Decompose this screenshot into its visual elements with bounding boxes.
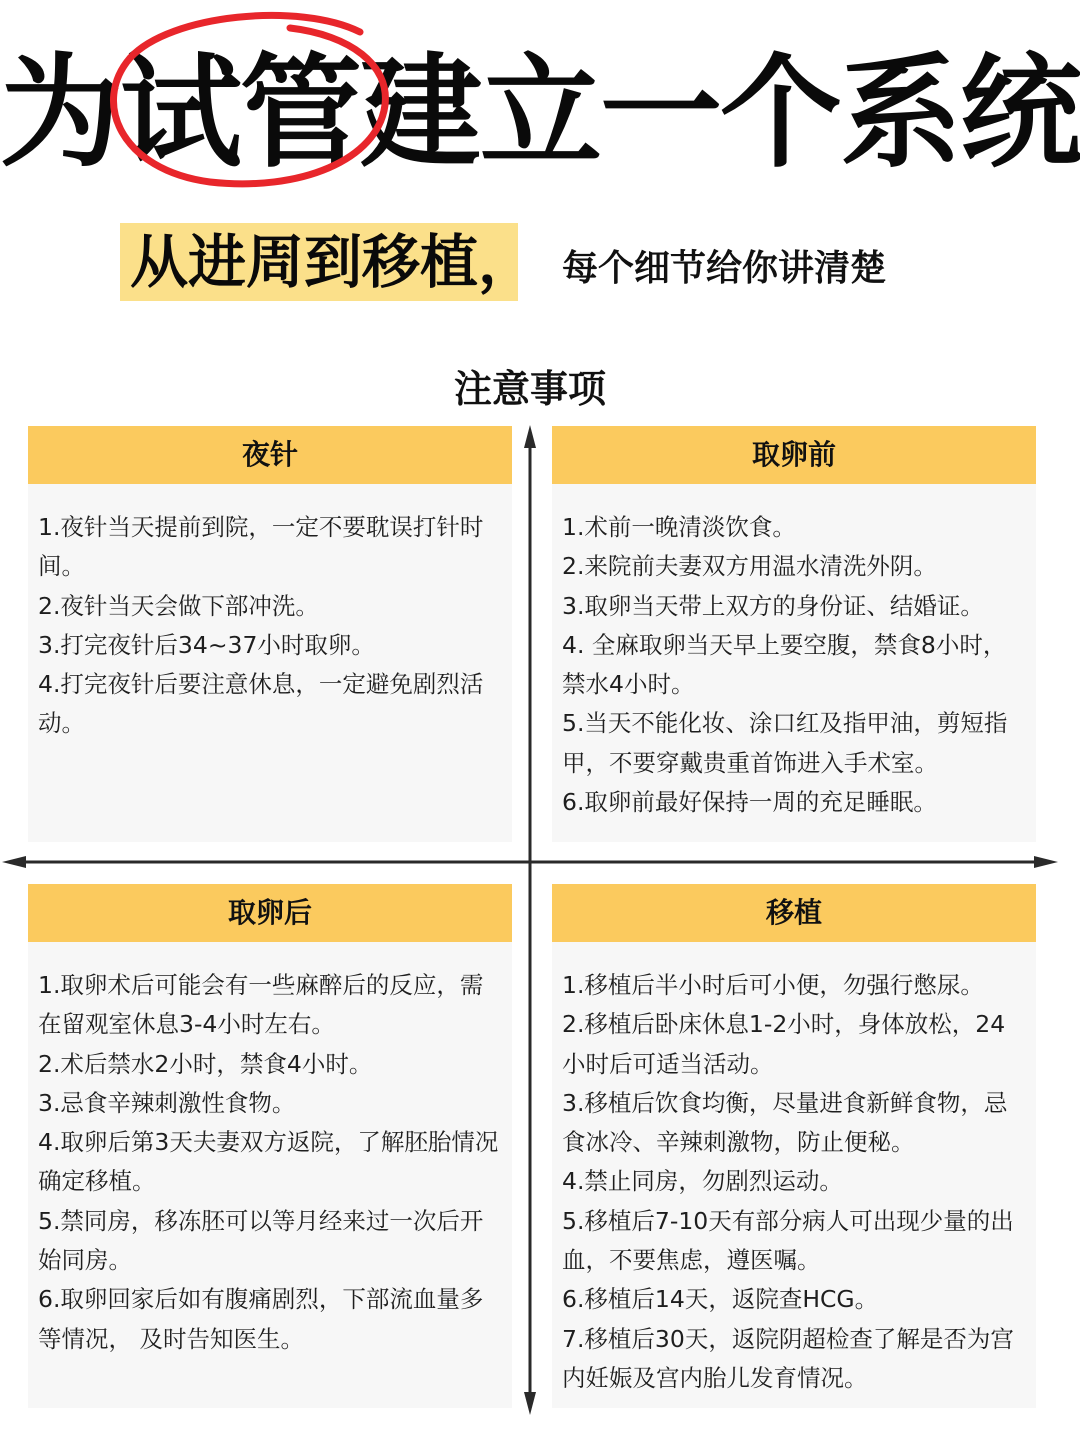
page-title: 为试管建立一个系统 — [0, 42, 1080, 184]
list-item: 4. 全麻取卵当天早上要空腹，禁食8小时，禁水4小时。 — [562, 630, 1007, 699]
list-item: 3.忌食辛辣刺激性食物。 — [38, 1088, 296, 1117]
quadrant-before-retrieval — [552, 426, 1036, 842]
quadrant-list — [552, 942, 1036, 1398]
list-item: 6.取卵前最好保持一周的充足睡眠。 — [562, 788, 937, 817]
list-item: 2.夜针当天会做下部冲洗。 — [38, 591, 319, 620]
list-item: 5.禁同房，移冻胚可以等月经来过一次后开始同房。 — [38, 1206, 484, 1275]
quadrant-list — [28, 942, 512, 1359]
quadrant-night-shot — [28, 426, 512, 842]
subtitle-highlight-text: 从进周到移植， — [130, 228, 537, 296]
list-item: 4.禁止同房，勿剧烈运动。 — [562, 1167, 843, 1196]
list-item: 3.移植后饮食均衡，尽量进食新鲜食物，忌食冰冷、辛辣刺激物，防止便秘。 — [562, 1088, 1008, 1157]
list-item: 6.取卵回家后如有腹痛剧烈，下部流血量多等情况， 及时告知医生。 — [38, 1285, 484, 1353]
list-item: 3.取卵当天带上双方的身份证、结婚证。 — [562, 591, 984, 620]
quadrant-title: 移植 — [552, 884, 1036, 942]
list-item: 1.取卵术后可能会有一些麻醉后的反应，需在留观室休息3-4小时左右。 — [38, 971, 484, 1039]
list-item: 1.移植后半小时后可小便，勿强行憋尿。 — [562, 971, 984, 999]
list-item: 6.移植后14天，返院查HCG。 — [562, 1285, 879, 1314]
list-item: 5.当天不能化妆、涂口红及指甲油，剪短指甲，不要穿戴贵重首饰进入手术室。 — [562, 709, 1008, 777]
list-item: 2.术后禁水2小时，禁食4小时。 — [38, 1049, 373, 1078]
list-item: 3.打完夜针后34~37小时取卵。 — [38, 630, 375, 659]
quadrant-list — [28, 484, 512, 744]
subtitle-rest-text: 每个细节给你讲清楚 — [562, 248, 887, 289]
list-item: 2.移植后卧床休息1-2小时，身体放松，24小时后可适当活动。 — [562, 1010, 1006, 1078]
quadrant-transfer — [552, 884, 1036, 1408]
quadrant-title: 取卵前 — [552, 426, 1036, 484]
list-item: 5.移植后7-10天有部分病人可出现少量的出血，不要焦虑，遵医嘱。 — [562, 1206, 1014, 1275]
section-title: 注意事项 — [453, 367, 606, 411]
subtitle — [0, 215, 1080, 305]
quadrant-title: 取卵后 — [28, 884, 512, 942]
quadrant-list — [552, 484, 1036, 822]
list-item: 2.来院前夫妻双方用温水清洗外阴。 — [562, 552, 937, 581]
list-item: 4.打完夜针后要注意休息，一定避免剧烈活动。 — [38, 670, 484, 738]
quadrant-title: 夜针 — [28, 426, 512, 484]
list-item: 1.术前一晚清淡饮食。 — [562, 513, 796, 541]
list-item: 4.取卵后第3天夫妻双方返院，了解胚胎情况确定移植。 — [38, 1128, 499, 1196]
list-item: 1.夜针当天提前到院，一定不要耽误打针时间。 — [38, 513, 484, 581]
list-item: 7.移植后30天，返院阴超检查了解是否为宫内妊娠及宫内胎儿发育情况。 — [562, 1324, 1014, 1392]
quadrant-after-retrieval — [28, 884, 512, 1408]
